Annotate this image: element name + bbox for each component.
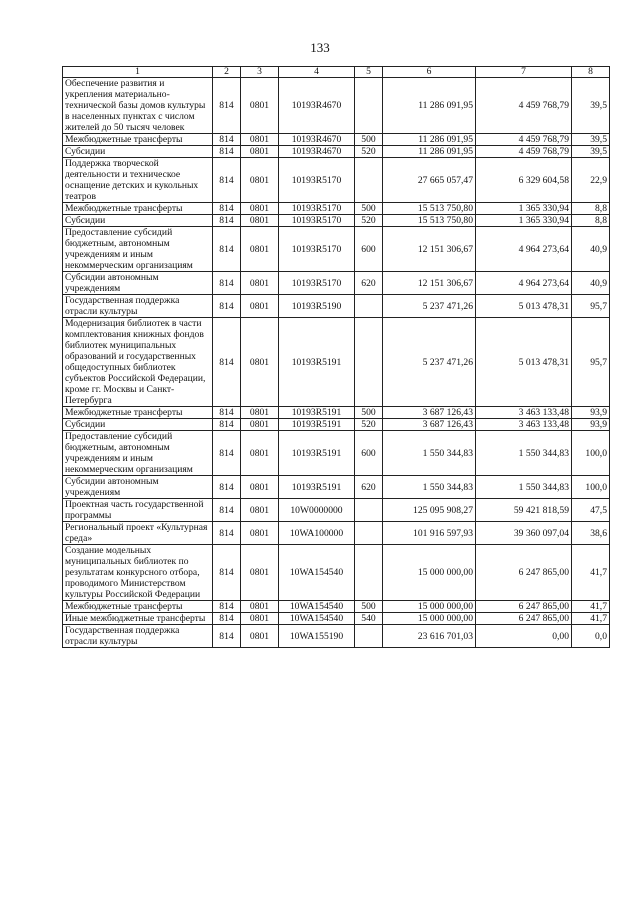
section-code-cell: 0801: [241, 545, 279, 601]
actual-amount-cell: 4 459 768,79: [476, 78, 572, 134]
row-name-cell: Межбюджетные трансферты: [63, 134, 213, 146]
grbs-code-cell: 814: [213, 227, 241, 272]
target-article-cell: 10193R5170: [279, 227, 355, 272]
planned-amount-cell: 3 687 126,43: [383, 419, 476, 431]
grbs-code-cell: 814: [213, 476, 241, 499]
execution-percent-cell: 95,7: [572, 318, 610, 407]
actual-amount-cell: 1 365 330,94: [476, 215, 572, 227]
execution-percent-cell: 40,9: [572, 227, 610, 272]
planned-amount-cell: 125 095 908,27: [383, 499, 476, 522]
target-article-cell: 10193R5190: [279, 295, 355, 318]
actual-amount-cell: 4 459 768,79: [476, 134, 572, 146]
row-name-cell: Субсидии: [63, 215, 213, 227]
expense-type-cell: 520: [355, 419, 383, 431]
execution-percent-cell: 41,7: [572, 545, 610, 601]
section-code-cell: 0801: [241, 625, 279, 648]
grbs-code-cell: 814: [213, 522, 241, 545]
table-row: [63, 78, 610, 134]
target-article-cell: 10WA154540: [279, 545, 355, 601]
section-code-cell: 0801: [241, 227, 279, 272]
row-name-cell: Государственная поддержка отрасли культуры: [63, 295, 213, 318]
grbs-code-cell: 814: [213, 625, 241, 648]
row-name-cell: Поддержка творческой деятельности и техническое оснащение детских и кукольных театров: [63, 158, 213, 203]
expense-type-cell: [355, 158, 383, 203]
table-row: [63, 158, 610, 203]
grbs-code-cell: 814: [213, 203, 241, 215]
actual-amount-cell: 5 013 478,31: [476, 295, 572, 318]
table-row: [63, 134, 610, 146]
section-code-cell: 0801: [241, 295, 279, 318]
column-header: 1: [63, 67, 213, 78]
target-article-cell: 10193R5191: [279, 476, 355, 499]
actual-amount-cell: 4 964 273,64: [476, 272, 572, 295]
grbs-code-cell: 814: [213, 134, 241, 146]
execution-percent-cell: 8,8: [572, 215, 610, 227]
table-row: [63, 215, 610, 227]
target-article-cell: 10193R4670: [279, 146, 355, 158]
header-row: [63, 67, 610, 78]
planned-amount-cell: 15 513 750,80: [383, 215, 476, 227]
row-name-cell: Предоставление субсидий бюджетным, автономным учреждениям и иным некоммерческим организациям: [63, 431, 213, 476]
target-article-cell: 10193R4670: [279, 134, 355, 146]
table-row: [63, 146, 610, 158]
table-row: [63, 601, 610, 613]
execution-percent-cell: 40,9: [572, 272, 610, 295]
target-article-cell: 10193R5191: [279, 318, 355, 407]
column-header: 3: [241, 67, 279, 78]
row-name-cell: Субсидии: [63, 419, 213, 431]
section-code-cell: 0801: [241, 499, 279, 522]
execution-percent-cell: 38,6: [572, 522, 610, 545]
table-row: [63, 318, 610, 407]
target-article-cell: 10WA154540: [279, 613, 355, 625]
grbs-code-cell: 814: [213, 613, 241, 625]
target-article-cell: 10WA154540: [279, 601, 355, 613]
execution-percent-cell: 100,0: [572, 476, 610, 499]
row-name-cell: Обеспечение развития и укрепления материально-технической базы домов культуры в населенных пунктах с числом жителей до 50 тысяч человек: [63, 78, 213, 134]
planned-amount-cell: 101 916 597,93: [383, 522, 476, 545]
actual-amount-cell: 6 247 865,00: [476, 601, 572, 613]
section-code-cell: 0801: [241, 146, 279, 158]
actual-amount-cell: 3 463 133,48: [476, 407, 572, 419]
expense-type-cell: [355, 78, 383, 134]
planned-amount-cell: 15 000 000,00: [383, 613, 476, 625]
table-row: [63, 203, 610, 215]
expense-type-cell: [355, 318, 383, 407]
target-article-cell: 10193R5170: [279, 215, 355, 227]
section-code-cell: 0801: [241, 613, 279, 625]
actual-amount-cell: 1 365 330,94: [476, 203, 572, 215]
actual-amount-cell: 39 360 097,04: [476, 522, 572, 545]
expense-type-cell: 520: [355, 215, 383, 227]
row-name-cell: Проектная часть государственной программы: [63, 499, 213, 522]
target-article-cell: 10193R5170: [279, 203, 355, 215]
table-row: [63, 227, 610, 272]
actual-amount-cell: 0,00: [476, 625, 572, 648]
actual-amount-cell: 5 013 478,31: [476, 318, 572, 407]
planned-amount-cell: 15 000 000,00: [383, 545, 476, 601]
actual-amount-cell: 1 550 344,83: [476, 431, 572, 476]
table-row: [63, 431, 610, 476]
section-code-cell: 0801: [241, 522, 279, 545]
row-name-cell: Создание модельных муниципальных библиотек по результатам конкурсного отбора, проводимого Министерством культуры Российской Федерации: [63, 545, 213, 601]
target-article-cell: 10WA155190: [279, 625, 355, 648]
execution-percent-cell: 8,8: [572, 203, 610, 215]
execution-percent-cell: 47,5: [572, 499, 610, 522]
table-row: [63, 499, 610, 522]
execution-percent-cell: 93,9: [572, 407, 610, 419]
section-code-cell: 0801: [241, 601, 279, 613]
target-article-cell: 10WA100000: [279, 522, 355, 545]
section-code-cell: 0801: [241, 134, 279, 146]
execution-percent-cell: 41,7: [572, 601, 610, 613]
column-header: 4: [279, 67, 355, 78]
row-name-cell: Межбюджетные трансферты: [63, 203, 213, 215]
section-code-cell: 0801: [241, 203, 279, 215]
planned-amount-cell: 15 000 000,00: [383, 601, 476, 613]
table-row: [63, 419, 610, 431]
target-article-cell: 10193R5191: [279, 419, 355, 431]
execution-percent-cell: 39,5: [572, 134, 610, 146]
target-article-cell: 10193R5170: [279, 272, 355, 295]
column-header: 2: [213, 67, 241, 78]
grbs-code-cell: 814: [213, 545, 241, 601]
grbs-code-cell: 814: [213, 295, 241, 318]
planned-amount-cell: 23 616 701,03: [383, 625, 476, 648]
grbs-code-cell: 814: [213, 431, 241, 476]
column-header: 7: [476, 67, 572, 78]
section-code-cell: 0801: [241, 476, 279, 499]
section-code-cell: 0801: [241, 419, 279, 431]
actual-amount-cell: 6 247 865,00: [476, 545, 572, 601]
table-row: [63, 625, 610, 648]
planned-amount-cell: 3 687 126,43: [383, 407, 476, 419]
execution-percent-cell: 100,0: [572, 431, 610, 476]
row-name-cell: Иные межбюджетные трансферты: [63, 613, 213, 625]
actual-amount-cell: 6 247 865,00: [476, 613, 572, 625]
table-row: [63, 522, 610, 545]
column-header: 5: [355, 67, 383, 78]
column-header: 8: [572, 67, 610, 78]
target-article-cell: 10193R4670: [279, 78, 355, 134]
grbs-code-cell: 814: [213, 272, 241, 295]
expense-type-cell: [355, 522, 383, 545]
planned-amount-cell: 5 237 471,26: [383, 295, 476, 318]
table-row: [63, 545, 610, 601]
execution-percent-cell: 0,0: [572, 625, 610, 648]
grbs-code-cell: 814: [213, 407, 241, 419]
execution-percent-cell: 95,7: [572, 295, 610, 318]
target-article-cell: 10193R5191: [279, 431, 355, 476]
target-article-cell: 10193R5191: [279, 407, 355, 419]
expense-type-cell: 620: [355, 272, 383, 295]
table-body: [63, 78, 610, 648]
expense-type-cell: 540: [355, 613, 383, 625]
budget-table: [62, 66, 610, 648]
expense-type-cell: [355, 499, 383, 522]
planned-amount-cell: 1 550 344,83: [383, 476, 476, 499]
section-code-cell: 0801: [241, 407, 279, 419]
expense-type-cell: 500: [355, 134, 383, 146]
table-row: [63, 613, 610, 625]
expense-type-cell: [355, 295, 383, 318]
grbs-code-cell: 814: [213, 419, 241, 431]
section-code-cell: 0801: [241, 431, 279, 476]
expense-type-cell: 600: [355, 431, 383, 476]
row-name-cell: Региональный проект «Культурная среда»: [63, 522, 213, 545]
row-name-cell: Модернизация библиотек в части комплектования книжных фондов библиотек муниципальных образований и государственных общедоступных библиотек субъектов Российской Федерации, кроме гг. Москвы и Санкт-Петербурга: [63, 318, 213, 407]
target-article-cell: 10W0000000: [279, 499, 355, 522]
table-row: [63, 407, 610, 419]
expense-type-cell: [355, 625, 383, 648]
execution-percent-cell: 39,5: [572, 146, 610, 158]
section-code-cell: 0801: [241, 215, 279, 227]
expense-type-cell: 500: [355, 601, 383, 613]
expense-type-cell: 620: [355, 476, 383, 499]
row-name-cell: Субсидии: [63, 146, 213, 158]
expense-type-cell: 600: [355, 227, 383, 272]
grbs-code-cell: 814: [213, 601, 241, 613]
grbs-code-cell: 814: [213, 146, 241, 158]
row-name-cell: Государственная поддержка отрасли культуры: [63, 625, 213, 648]
target-article-cell: 10193R5170: [279, 158, 355, 203]
row-name-cell: Субсидии автономным учреждениям: [63, 272, 213, 295]
planned-amount-cell: 12 151 306,67: [383, 227, 476, 272]
planned-amount-cell: 27 665 057,47: [383, 158, 476, 203]
actual-amount-cell: 6 329 604,58: [476, 158, 572, 203]
grbs-code-cell: 814: [213, 318, 241, 407]
planned-amount-cell: 12 151 306,67: [383, 272, 476, 295]
section-code-cell: 0801: [241, 318, 279, 407]
actual-amount-cell: 1 550 344,83: [476, 476, 572, 499]
row-name-cell: Предоставление субсидий бюджетным, автономным учреждениям и иным некоммерческим организациям: [63, 227, 213, 272]
planned-amount-cell: 5 237 471,26: [383, 318, 476, 407]
table-row: [63, 272, 610, 295]
expense-type-cell: 520: [355, 146, 383, 158]
expense-type-cell: 500: [355, 203, 383, 215]
planned-amount-cell: 11 286 091,95: [383, 134, 476, 146]
expense-type-cell: [355, 545, 383, 601]
grbs-code-cell: 814: [213, 499, 241, 522]
section-code-cell: 0801: [241, 78, 279, 134]
column-header: 6: [383, 67, 476, 78]
section-code-cell: 0801: [241, 272, 279, 295]
actual-amount-cell: 3 463 133,48: [476, 419, 572, 431]
row-name-cell: Субсидии автономным учреждениям: [63, 476, 213, 499]
grbs-code-cell: 814: [213, 158, 241, 203]
actual-amount-cell: 59 421 818,59: [476, 499, 572, 522]
expense-type-cell: 500: [355, 407, 383, 419]
execution-percent-cell: 41,7: [572, 613, 610, 625]
execution-percent-cell: 93,9: [572, 419, 610, 431]
row-name-cell: Межбюджетные трансферты: [63, 601, 213, 613]
table-row: [63, 295, 610, 318]
planned-amount-cell: 15 513 750,80: [383, 203, 476, 215]
grbs-code-cell: 814: [213, 78, 241, 134]
table-row: [63, 476, 610, 499]
execution-percent-cell: 39,5: [572, 78, 610, 134]
planned-amount-cell: 11 286 091,95: [383, 146, 476, 158]
planned-amount-cell: 11 286 091,95: [383, 78, 476, 134]
row-name-cell: Межбюджетные трансферты: [63, 407, 213, 419]
section-code-cell: 0801: [241, 158, 279, 203]
page-number: 133: [310, 40, 330, 55]
actual-amount-cell: 4 964 273,64: [476, 227, 572, 272]
execution-percent-cell: 22,9: [572, 158, 610, 203]
actual-amount-cell: 4 459 768,79: [476, 146, 572, 158]
planned-amount-cell: 1 550 344,83: [383, 431, 476, 476]
grbs-code-cell: 814: [213, 215, 241, 227]
